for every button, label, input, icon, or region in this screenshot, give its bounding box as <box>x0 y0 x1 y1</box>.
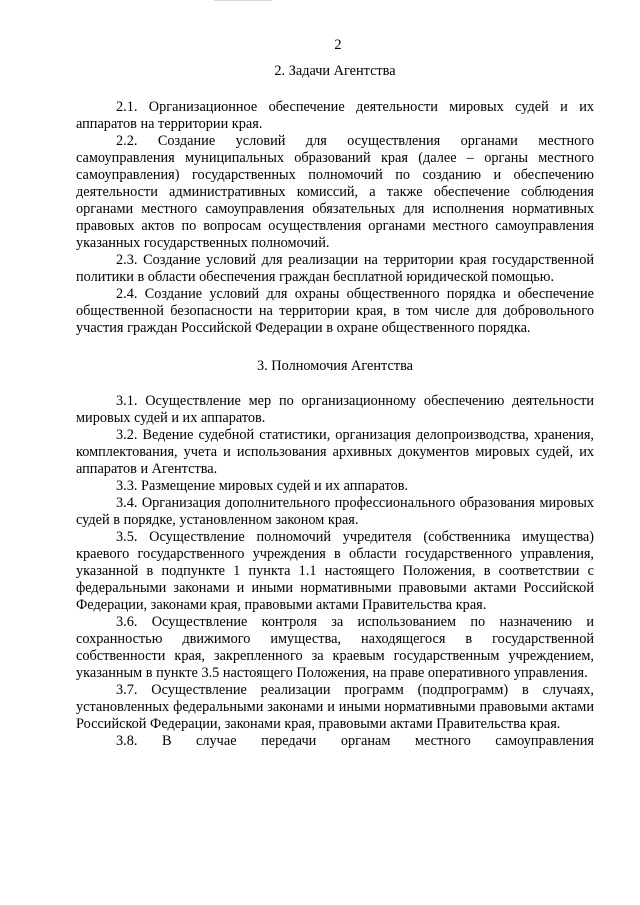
paragraph-3-5: 3.5. Осуществление полномочий учредителя (собственника имущества) краевого государственного учреждения в области государственного управления, указанной в подпункте 1 пункта 1.1 настоящего Положения, в соответствии с федеральными законами и иными нормативными правовыми актами Российской Федерации, законами края, правовыми актами Правительства края. <box>76 529 594 613</box>
paragraph-3-4: 3.4. Организация дополнительного профессионального образования мировых судей в порядке, установленном законом края. <box>76 495 594 528</box>
section-heading-tasks: 2. Задачи Агентства <box>274 63 396 79</box>
paragraph-3-1: 3.1. Осуществление мер по организационному обеспечению деятельности мировых судей и их аппаратов. <box>76 393 594 426</box>
paragraph-2-1: 2.1. Организационное обеспечение деятельности мировых судей и их аппаратов на территории края. <box>76 99 594 132</box>
paragraph-2-2: 2.2. Создание условий для осуществления органами местного самоуправления муниципальных образований края (далее – органы местного самоуправления) государственных полномочий по созданию и обеспечению деятельности административных комиссий, а также обеспечение соблюдения органами местного самоуправления обязательных для исполнения нормативных правовых актов по вопросам осуществления органами местного самоуправления указанных государственных полномочий. <box>76 133 594 251</box>
top-edge-rule <box>214 0 272 1</box>
paragraph-3-7: 3.7. Осуществление реализации программ (подпрограмм) в случаях, установленных федеральными законами и иными нормативными правовыми актами Российской Федерации, законами края, правовыми актами Правительства края. <box>76 682 594 732</box>
paragraph-3-8: 3.8. В случае передачи органам местного самоуправления <box>116 733 594 749</box>
paragraph-3-2: 3.2. Ведение судебной статистики, организация делопроизводства, хранения, комплектования, учета и использования архивных документов мировых судей, их аппаратов и Агентства. <box>76 427 594 477</box>
page-number: 2 <box>334 37 342 53</box>
paragraph-2-4: 2.4. Создание условий для охраны общественного порядка и обеспечение общественной безопасности на территории края, в том числе для добровольного участия граждан Российской Федерации в охране общественного порядка. <box>76 286 594 336</box>
paragraph-3-6: 3.6. Осуществление контроля за использованием по назначению и сохранностью движимого имущества, находящегося в государственной собственности края, закрепленного за краевым государственным учреждением, указанным в пункте 3.5 настоящего Положения, на праве оперативного управления. <box>76 614 594 681</box>
paragraph-3-3: 3.3. Размещение мировых судей и их аппаратов. <box>116 478 409 494</box>
section-heading-powers: 3. Полномочия Агентства <box>257 358 413 374</box>
document-page <box>76 37 594 750</box>
paragraph-2-3: 2.3. Создание условий для реализации на территории края государственной политики в области обеспечения граждан бесплатной юридической помощью. <box>76 252 594 285</box>
